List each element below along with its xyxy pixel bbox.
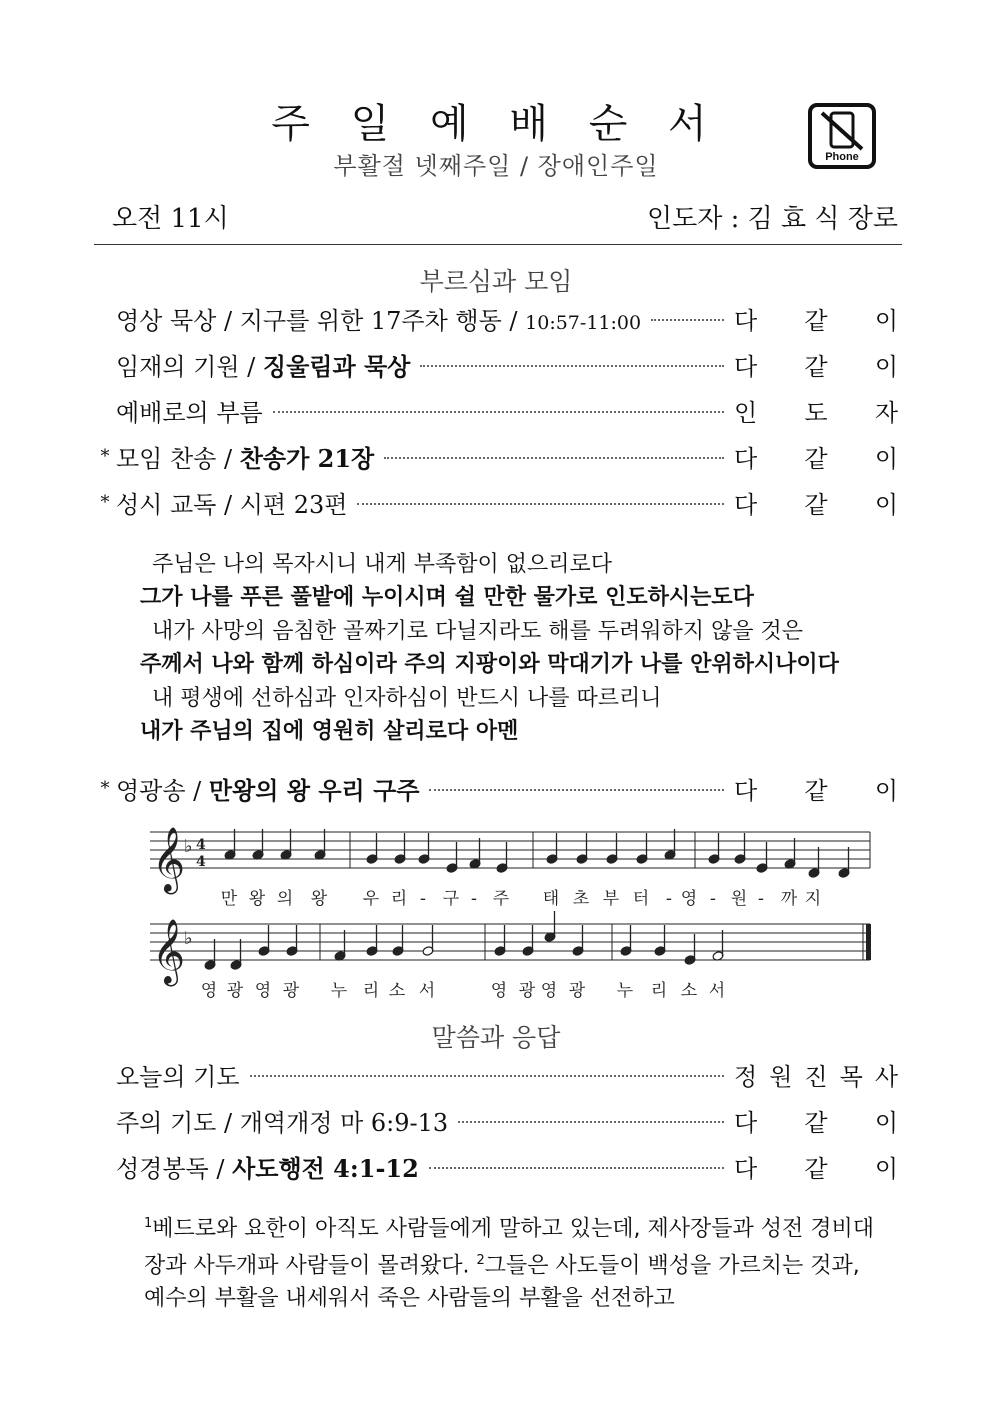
lyric-syllable: 원 [730,889,750,909]
section-word: 말씀과 응답 [431,1023,561,1052]
lyric-syllable: - [665,889,675,909]
svg-text:4: 4 [196,854,206,870]
lyric-syllable: 누 [330,981,350,1001]
lyric-syllable: 주 [492,889,512,909]
stand-marker: * [100,777,110,799]
lyric-syllable: - [419,889,429,909]
lyric-syllable: 누 [616,981,636,1001]
lyric-syllable: 광 [226,981,246,1001]
lyric-syllable: 광 [282,981,302,1001]
lyric-syllable: 소 [680,981,700,1001]
order-item-responsive-reading: * 성시 교독 / 시편 23편 다 같 이 [94,485,898,519]
lyric-syllable: 까 [780,889,800,909]
scripture-text: $^1$베드로와 요한이 아직도 사람들에게 말하고 있는데, 제사장들과 성전 경비대장과 사두개파 사람들이 몰려왔다. $^2$그들은 사도들이 백성을 가르치는 것과, 예수의 부활을 내세워서 죽은 사람들의 부활을 선전하고 [144,1216,875,1311]
psalm-line: 내가 주님의 집에 영원히 살리로다 아멘 [140,719,519,744]
lyric-syllable: 지 [804,889,824,909]
order-item-invocation: 임재의 기원 / 징울림과 묵상 다 같 이 [116,351,898,381]
lyric-syllable: 리 [650,981,670,1001]
order-item-hymn: * 모임 찬송 / 찬송가 21장 다 같 이 [94,439,898,473]
svg-text:𝄞: 𝄞 [152,827,186,892]
service-leader: 인도자 : 김 효 식 장로 [646,204,898,234]
lyric-syllable: 의 [276,889,296,909]
lyric-syllable: 영 [490,981,510,1001]
no-phone-icon [808,103,876,169]
lyric-syllable: 초 [572,889,592,909]
order-item-scripture-reading: 성경봉독 / 사도행전 4:1-12 다 같 이 [116,1153,898,1183]
order-item-lords-prayer: 주의 기도 / 개역개정 마 6:9-13 다 같 이 [116,1108,898,1137]
psalm-line: 주께서 나와 함께 하심이라 주의 지팡이와 막대기가 나를 안위하시나이다 [140,652,839,677]
lyric-syllable: 영 [254,981,274,1001]
svg-text:♭: ♭ [184,836,193,857]
lyric-syllable: 서 [708,981,728,1001]
header-divider [94,244,902,245]
psalm-line: 내 평생에 선하심과 인자하심이 반드시 나를 따르리니 [152,686,662,711]
lyric-syllable: 왕 [248,889,268,909]
lyric-syllable: 부 [602,889,622,909]
lyric-syllable: 만 [220,889,240,909]
lyric-syllable: 광 [518,981,538,1001]
section-gathering: 부르심과 모임 [419,267,573,296]
gloria-score [150,822,880,1007]
order-item-call-to-worship: 예배로의 부름 인 도 자 [116,398,898,427]
page-subtitle: 부활절 넷째주일 / 장애인주일 [333,152,659,180]
lyric-syllable: 소 [388,981,408,1001]
lyric-syllable: 영 [680,889,700,909]
lyric-syllable: 영 [540,981,560,1001]
svg-text:4: 4 [196,837,206,853]
lyric-syllable: 터 [632,889,652,909]
lyric-syllable: - [757,889,767,909]
lyric-syllable: 리 [362,981,382,1001]
lyric-syllable: 광 [568,981,588,1001]
lyric-syllable: 우 [362,889,382,909]
psalm-line: 주님은 나의 목자시니 내게 부족함이 없으리로다 [152,552,613,577]
page-title: 주 일 예 배 순 서 [271,101,721,147]
psalm-line: 내가 사망의 음침한 골짜기로 다닐지라도 해를 두려워하지 않을 것은 [152,619,804,644]
service-time: 오전 11시 [112,204,229,234]
order-item-gloria: * 영광송 / 만왕의 왕 우리 구주 다 같 이 [94,771,898,805]
lyric-syllable: 태 [542,889,562,909]
lyric-syllable: - [709,889,719,909]
lyric-syllable: 영 [200,981,220,1001]
lyric-syllable: - [470,889,480,909]
lyric-syllable: 왕 [310,889,330,909]
svg-text:𝄞: 𝄞 [152,919,186,984]
stand-marker: * [100,445,110,467]
svg-text:♭: ♭ [184,928,193,949]
lyric-syllable: 구 [442,889,462,909]
lyric-syllable: 서 [418,981,438,1001]
phone-label: Phone [825,151,859,163]
stand-marker: * [100,491,110,513]
psalm-line: 그가 나를 푸른 풀밭에 누이시며 쉴 만한 물가로 인도하시는도다 [140,585,754,610]
lyric-syllable: 리 [390,889,410,909]
order-item-meditation: 영상 묵상 / 지구를 위한 17주차 행동 / 10:57-11:00 다 같 이 [116,306,898,335]
order-item-prayer: 오늘의 기도 정 원 진 목 사 [116,1062,898,1091]
